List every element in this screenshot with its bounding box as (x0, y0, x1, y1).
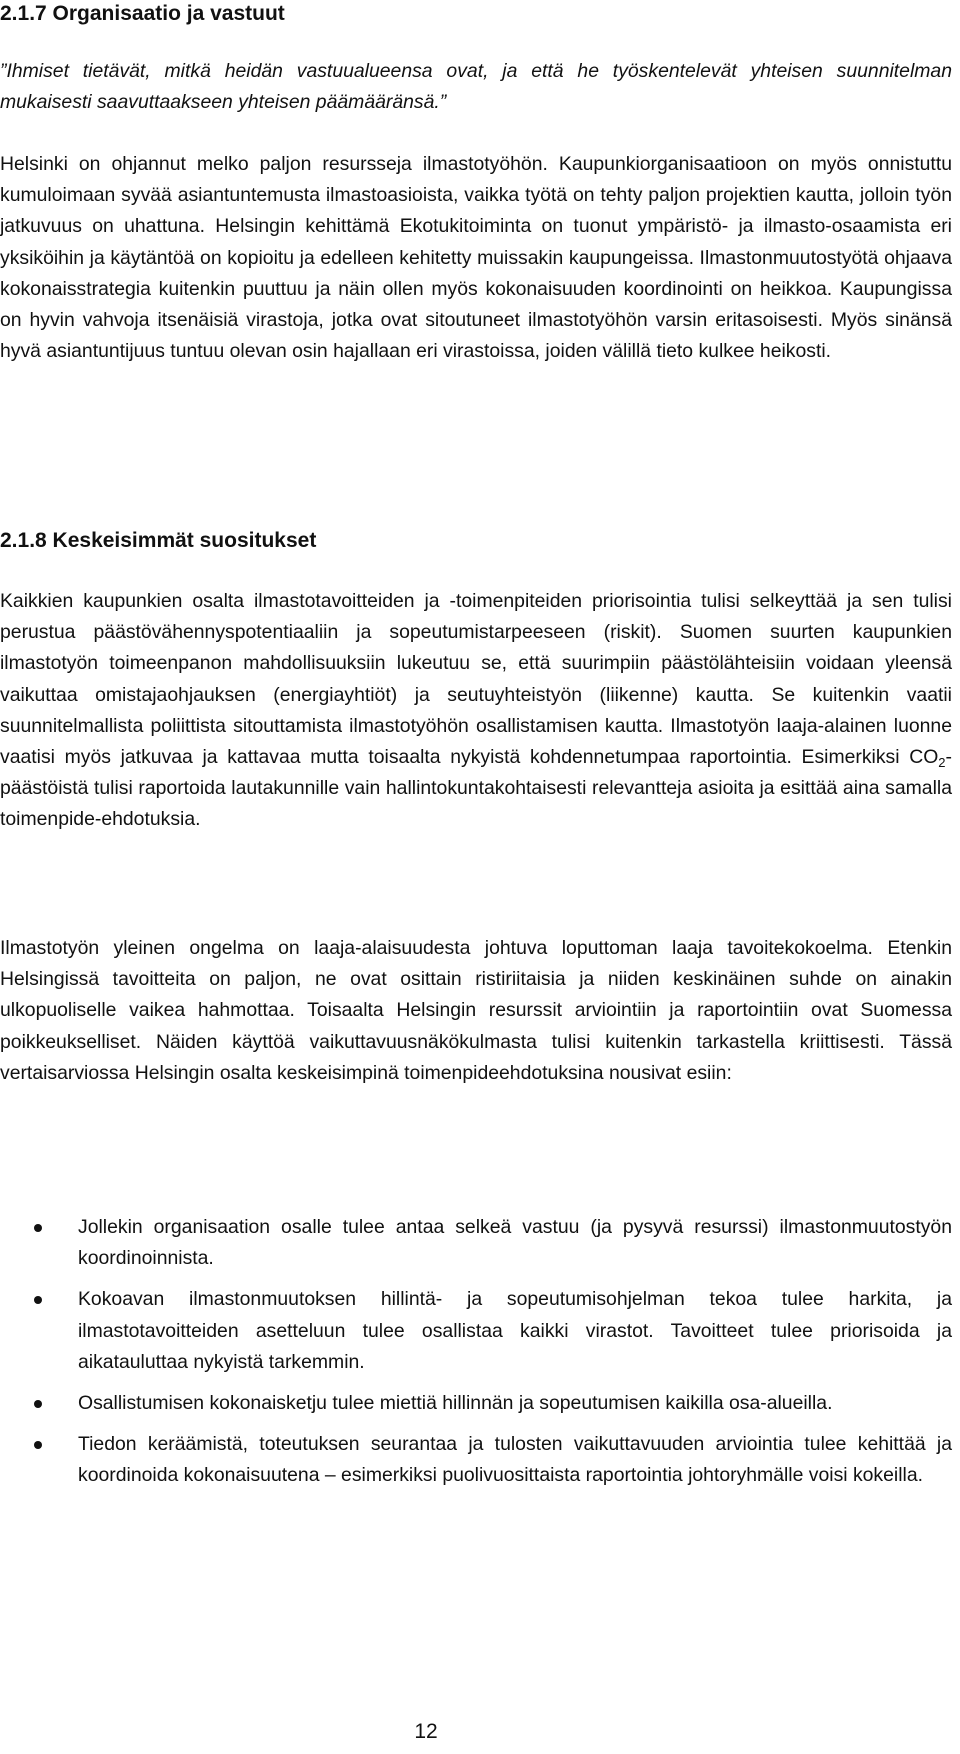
recommendations-paragraph-1 (0, 586, 952, 836)
recommendations-paragraph-1-text-end: -päästöistä tulisi raportoida lautakunnille vain hallintokuntakohtaisesti relevantteja asioita ja esittää aina samalla toimenpide-ehdotuksia. (0, 746, 952, 831)
list-item-text: Tiedon keräämistä, toteutuksen seurantaa ja tulosten vaikuttavuuden arviointia tulee kehittää ja koordinoida kokonaisuutena – esimerkiksi puolivuosittaista raportointia johtoryhmälle voisi kokeilla. (78, 1433, 952, 1487)
recommendations-paragraph-1-text: Kaikkien kaupunkien osalta ilmastotavoitteiden ja -toimenpiteiden priorisointia tulisi selkeyttää ja sen tulisi perustua päästövähennyspotentiaaliin ja sopeutumistarpeeseen (riskit). Suomen suurten kaupunkien ilmastotyön toimeenpanon mahdollisuuksiin lukeutuu se, että suurimpiin päästölähteisiin voidaan yleensä vaikuttaa omistajaohjauksen (energiayhtiöt) ja seutuyhteistyön (liikenne) kautta. Se kuitenkin vaatii suunnitelmallista poliittista sitouttamista ilmastotyöhön osallistamisen kautta. Ilmastotyön laaja-alainen luonne vaatisi myös jatkuvaa ja kattavaa mutta toisaalta nykyistä kohdennetumpaa raportointia. Esimerkiksi CO (0, 590, 952, 769)
bullet-icon (34, 1224, 42, 1232)
organisation-paragraph: Helsinki on ohjannut melko paljon resursseja ilmastotyöhön. Kaupunkiorganisaatioon on myös onnistuttu kumuloimaan syvää asiantuntemusta ilmastoasioista, vaikka työtä on tehty paljon projektien kautta, jolloin työn jatkuvuus on uhattuna. Helsingin kehittämä Ekotukitoiminta on tuonut ympäristö- ja ilmasto-osaamista eri yksiköihin ja käytäntöä on kopioitu ja edelleen kehitetty muissakin kaupungeissa. Ilmastonmuutostyötä ohjaava kokonaisstrategia kuitenkin puuttuu ja näin ollen myös kokonaisuuden koordinointi on heikkoa. Kaupungissa on hyvin vahvoja itsenäisiä virastoja, jotka ovat sitoutuneet ilmastotyöhön varsin eritasoisesti. Myös sinänsä hyvä asiantuntijuus tuntuu olevan osin hajallaan eri virastoissa, joiden välillä tieto kulkee heikosti. (0, 153, 952, 363)
list-item (0, 1429, 952, 1491)
bullet-icon (34, 1400, 42, 1408)
list-item (0, 1212, 952, 1274)
list-item-text: Osallistumisen kokonaisketju tulee miettiä hillinnän ja sopeutumisen kaikilla osa-alueilla. (78, 1392, 833, 1415)
list-item (0, 1284, 952, 1378)
list-item-text: Kokoavan ilmastonmuutoksen hillintä- ja sopeutumisohjelman tekoa tulee harkita, ja ilmastotavoitteiden asetteluun tulee osallistaa kaikki virastot. Tavoitteet tulee priorisoida ja aikatauluttaa nykyistä tarkemmin. (78, 1288, 952, 1373)
page-number: 12 (414, 1720, 438, 1743)
bullet-icon (34, 1296, 42, 1304)
recommendations-paragraph-2: Ilmastotyön yleinen ongelma on laaja-alaisuudesta johtuva loputtoman laaja tavoitekokoelma. Etenkin Helsingissä tavoitteita on paljon, ne ovat osittain ristiriitaisia ja niiden keskinäinen suhde on ainakin ulkopuoliselle vaikea hahmottaa. Toisaalta Helsingin resurssit arviointiin ja raportointiin ovat Suomessa poikkeukselliset. Näiden käyttöä vaikuttavuusnäkökulmasta tulisi kuitenkin tarkastella kriittisesti. Tässä vertaisarviossa Helsingin osalta keskeisimpinä toimenpideehdotuksina nousivat esiin: (0, 937, 952, 1084)
section-heading-organisation: 2.1.7 Organisaatio ja vastuut (0, 2, 285, 25)
co2-subscript: 2 (938, 755, 946, 771)
bullet-icon (34, 1441, 42, 1449)
list-item-text: Jollekin organisaation osalle tulee antaa selkeä vastuu (ja pysyvä resurssi) ilmastonmuutostyön koordinoinnista. (78, 1216, 952, 1270)
recommendations-bullet-list (0, 1212, 952, 1502)
list-item (0, 1388, 952, 1419)
quote-paragraph: ”Ihmiset tietävät, mitkä heidän vastuualueensa ovat, ja että he työskentelevät yhteisen suunnitelman mukaisesti saavuttaakseen yhteisen päämääränsä.” (0, 60, 952, 114)
section-heading-recommendations: 2.1.8 Keskeisimmät suositukset (0, 529, 317, 552)
